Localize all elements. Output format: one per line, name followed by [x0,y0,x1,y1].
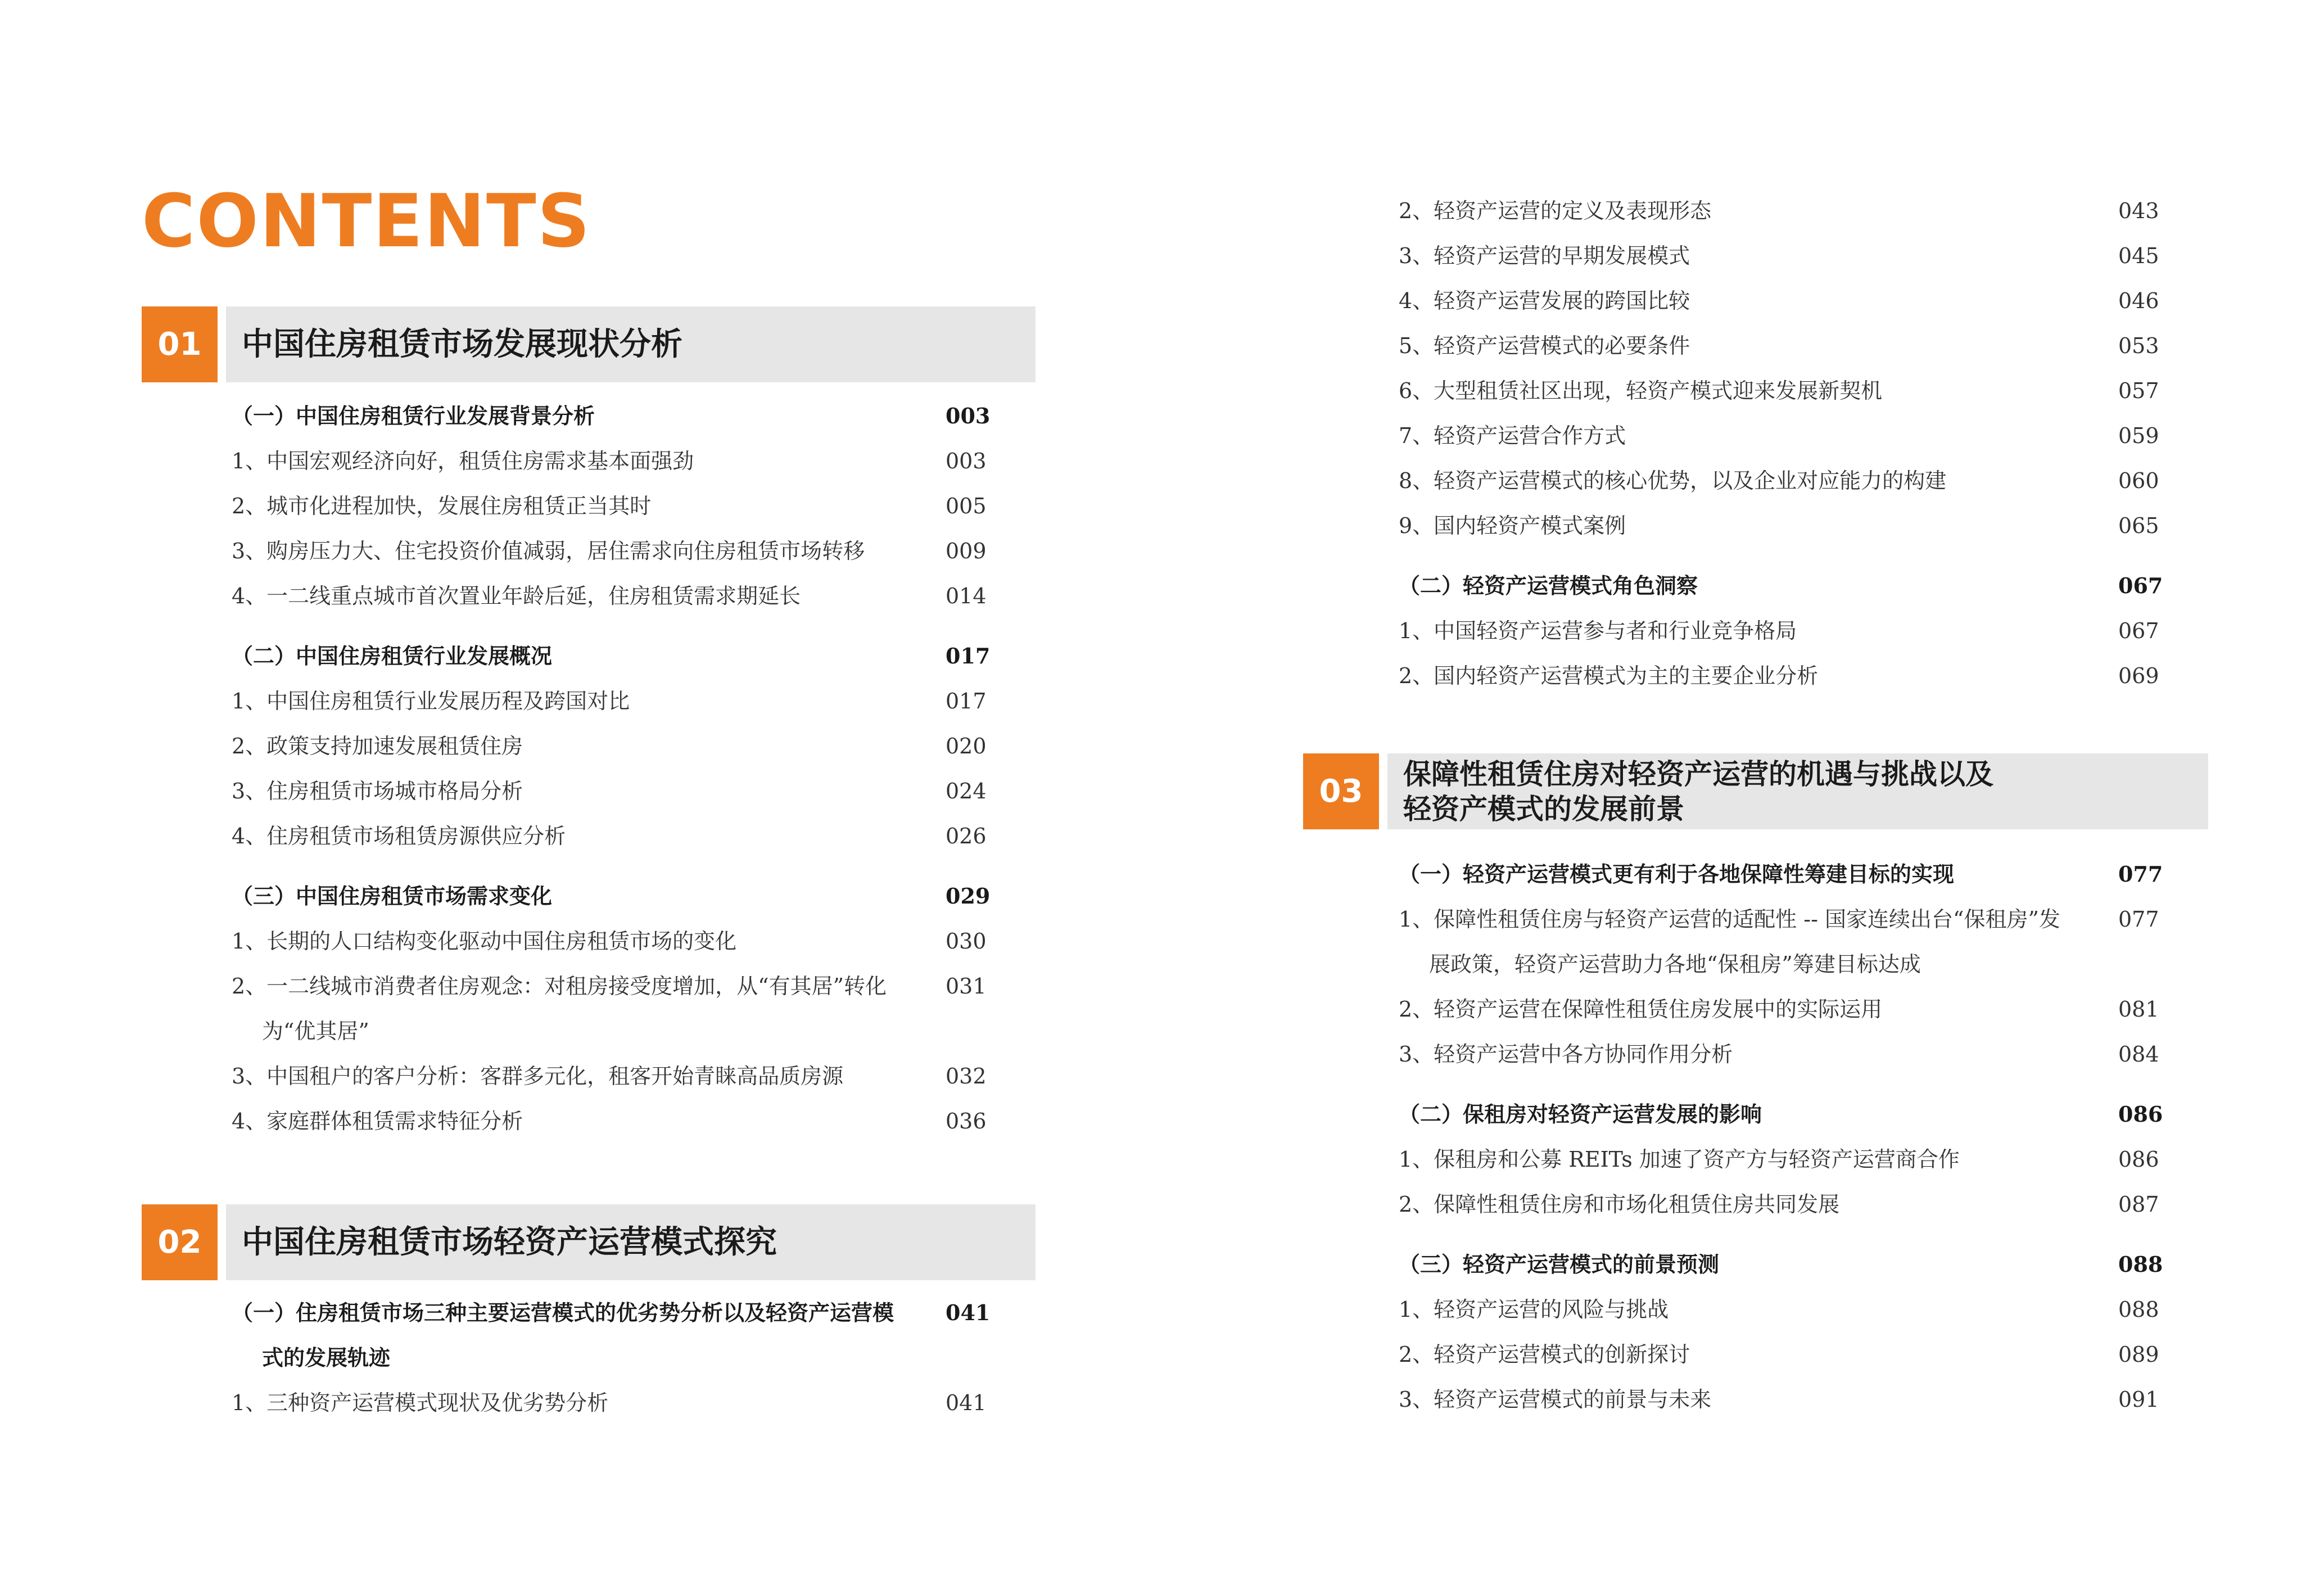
toc-page-number: 067 [2118,618,2159,643]
toc-entry[interactable] [142,1380,1036,1425]
chapter-03-entries [1303,852,2208,1422]
toc-entry-text: 1、保障性租赁住房与轻资产运营的适配性 -- 国家连续出台“保租房”发展政策，轻资产运营助力各地“保租房”筹建目标达成 [1399,907,2060,977]
chapter-02-entries-right [1303,188,2208,698]
contents-title: CONTENTS [142,178,591,264]
toc-page-number: 086 [2118,1147,2159,1172]
toc-entry[interactable] [1303,1182,2208,1227]
toc-entry-text: 1、中国住房租赁行业发展历程及跨国对比 [232,689,630,714]
chapter-03-header [1303,753,2208,829]
chapter-title-line: 轻资产模式的发展前景 [1403,792,1684,825]
chapter-title-line: 保障性租赁住房对轻资产运营的机遇与挑战以及 [1403,757,1993,791]
toc-entry-text: 3、购房压力大、住宅投资价值减弱，居住需求向住房租赁市场转移 [232,539,865,563]
toc-entry-text: 4、一二线重点城市首次置业年龄后延，住房租赁需求期延长 [232,584,801,608]
toc-entry-text: 3、中国租户的客户分析：客群多元化，租客开始青睐高品质房源 [232,1064,844,1089]
toc-entry[interactable] [1303,1032,2208,1077]
toc-page-number: 003 [946,403,991,428]
toc-page-number: 065 [2118,513,2159,538]
toc-entry-text: 1、保租房和公募 REITs 加速了资产方与轻资产运营商合作 [1399,1147,1960,1172]
chapter-02-entries-left [142,1290,1036,1425]
toc-entry-text: （一）中国住房租赁行业发展背景分析 [232,403,595,428]
toc-page-number: 046 [2118,288,2159,313]
toc-page-number: 069 [2118,663,2159,688]
toc-section[interactable] [1303,1242,2208,1287]
chapter-number: 01 [142,306,218,382]
toc-page-number: 077 [2118,907,2159,932]
toc-page-number: 017 [946,643,991,669]
toc-page-number: 053 [2118,333,2159,358]
toc-entry[interactable] [142,919,1036,964]
toc-entry-text: （一）住房租赁市场三种主要运营模式的优劣势分析以及轻资产运营模式的发展轨迹 [232,1300,894,1370]
toc-page-number: 005 [946,494,987,518]
toc-entry-text: 2、轻资产运营在保障性租赁住房发展中的实际运用 [1399,997,1883,1022]
toc-page-number: 084 [2118,1042,2159,1067]
toc-page-number: 057 [2118,378,2159,403]
toc-page-number: 031 [946,974,987,999]
chapter-02-header [142,1204,1036,1280]
toc-entry-text: （三）中国住房租赁市场需求变化 [232,883,553,909]
toc-entry-text: 4、家庭群体租赁需求特征分析 [232,1109,523,1134]
toc-entry-text: 2、城市化进程加快，发展住房租赁正当其时 [232,494,652,518]
toc-entry[interactable] [142,1054,1036,1099]
toc-entry-text: 3、轻资产运营模式的前景与未来 [1399,1387,1712,1412]
toc-entry-text: 8、轻资产运营模式的核心优势，以及企业对应能力的构建 [1399,468,1947,493]
toc-entry[interactable] [142,769,1036,814]
toc-entry-text: 3、轻资产运营中各方协同作用分析 [1399,1042,1733,1067]
chapter-title [1403,757,1993,827]
toc-page-number: 024 [946,779,987,803]
toc-page-number: 036 [946,1109,987,1134]
toc-entry-text: 2、轻资产运营的定义及表现形态 [1399,198,1712,223]
toc-entry[interactable] [1303,1287,2208,1332]
toc-entry-text: （二）中国住房租赁行业发展概况 [232,643,553,669]
toc-page-number: 089 [2118,1342,2159,1367]
toc-entry[interactable] [1303,503,2208,548]
chapter-title-bar [1387,753,2208,829]
toc-entry-text: （一）轻资产运营模式更有利于各地保障性筹建目标的实现 [1399,861,1955,887]
toc-page-number: 059 [2118,423,2159,448]
toc-entry[interactable] [1303,987,2208,1032]
toc-entry[interactable] [1303,188,2208,233]
toc-page-number: 086 [2118,1101,2163,1127]
toc-entry[interactable] [1303,653,2208,698]
toc-entry-text: 1、中国宏观经济向好，租赁住房需求基本面强劲 [232,449,694,473]
toc-page-number: 026 [946,824,987,848]
toc-entry[interactable] [142,484,1036,529]
toc-page-number: 091 [2118,1387,2159,1412]
toc-entry[interactable] [142,814,1036,859]
toc-section[interactable] [1303,852,2208,897]
toc-page-number: 041 [946,1390,987,1415]
toc-entry[interactable] [142,724,1036,769]
chapter-01-header [142,306,1036,382]
toc-entry-text: 3、住房租赁市场城市格局分析 [232,779,523,803]
toc-entry-text: 1、中国轻资产运营参与者和行业竞争格局 [1399,618,1797,643]
chapter-title-bar [226,1204,1036,1280]
toc-entry-text: 1、三种资产运营模式现状及优劣势分析 [232,1390,609,1415]
toc-page-number: 020 [946,734,987,758]
toc-page-number: 081 [2118,997,2159,1022]
toc-page-number: 077 [2118,861,2163,887]
toc-entry-text: （三）轻资产运营模式的前景预测 [1399,1252,1720,1277]
chapter-title: 中国住房租赁市场发展现状分析 [242,326,682,363]
toc-entry-text: 5、轻资产运营模式的必要条件 [1399,333,1690,358]
toc-entry[interactable] [142,679,1036,724]
toc-entry-text: 6、大型租赁社区出现，轻资产模式迎来发展新契机 [1399,378,1883,403]
chapter-01-entries [142,394,1036,1144]
toc-entry[interactable] [142,1099,1036,1144]
toc-section[interactable] [142,1290,1036,1380]
toc-page-number: 088 [2118,1297,2159,1322]
toc-entry-text: 1、长期的人口结构变化驱动中国住房租赁市场的变化 [232,929,737,954]
toc-page-number: 003 [946,449,987,473]
toc-page-number: 041 [946,1300,991,1325]
toc-entry-text: 7、轻资产运营合作方式 [1399,423,1626,448]
toc-page-number: 067 [2118,573,2163,598]
toc-page-number: 014 [946,584,987,608]
toc-entry-text: 4、住房租赁市场租赁房源供应分析 [232,824,566,848]
toc-entry-text: 2、轻资产运营模式的创新探讨 [1399,1342,1690,1367]
toc-section[interactable] [1303,1092,2208,1137]
toc-entry[interactable] [1303,1137,2208,1182]
toc-entry[interactable] [1303,1377,2208,1422]
toc-page-number: 009 [946,539,987,563]
toc-entry-text: 2、政策支持加速发展租赁住房 [232,734,523,758]
toc-entry-text: （二）轻资产运营模式角色洞察 [1399,573,1698,598]
toc-entry-text: 4、轻资产运营发展的跨国比较 [1399,288,1690,313]
toc-section[interactable] [142,394,1036,439]
toc-entry-text: 2、保障性租赁住房和市场化租赁住房共同发展 [1399,1192,1840,1217]
toc-entry-text: 2、一二线城市消费者住房观念：对租房接受度增加，从“有其居”转化为“优其居” [232,974,887,1044]
toc-page-number: 045 [2118,243,2159,268]
toc-entry-text: （二）保租房对轻资产运营发展的影响 [1399,1101,1762,1127]
toc-entry[interactable] [142,439,1036,484]
toc-page-number: 087 [2118,1192,2159,1217]
chapter-number: 03 [1303,753,1379,829]
toc-entry[interactable] [1303,368,2208,413]
toc-page-number: 029 [946,883,991,909]
toc-entry[interactable] [1303,233,2208,278]
toc-entry[interactable] [1303,278,2208,323]
toc-page-number: 017 [946,689,987,714]
toc-entry[interactable] [142,964,1036,1054]
toc-page-number: 043 [2118,198,2159,223]
chapter-number: 02 [142,1204,218,1280]
toc-section[interactable] [142,634,1036,679]
toc-page-number: 088 [2118,1252,2163,1277]
toc-entry-text: 9、国内轻资产模式案例 [1399,513,1626,538]
toc-entry[interactable] [1303,323,2208,368]
toc-entry[interactable] [1303,1332,2208,1377]
toc-entry-text: 3、轻资产运营的早期发展模式 [1399,243,1690,268]
chapter-title: 中国住房租赁市场轻资产运营模式探究 [242,1223,777,1261]
toc-entry-text: 2、国内轻资产运营模式为主的主要企业分析 [1399,663,1819,688]
toc-entry-text: 1、轻资产运营的风险与挑战 [1399,1297,1669,1322]
toc-page-number: 030 [946,929,987,954]
toc-page-number: 060 [2118,468,2159,493]
toc-entry[interactable] [142,574,1036,618]
toc-entry[interactable] [1303,413,2208,458]
toc-page-number: 032 [946,1064,987,1089]
toc-entry[interactable] [142,529,1036,574]
toc-entry[interactable] [1303,608,2208,653]
toc-section[interactable] [1303,563,2208,608]
toc-entry[interactable] [1303,897,2208,987]
toc-entry[interactable] [1303,458,2208,503]
toc-section[interactable] [142,874,1036,919]
chapter-title-bar [226,306,1036,382]
